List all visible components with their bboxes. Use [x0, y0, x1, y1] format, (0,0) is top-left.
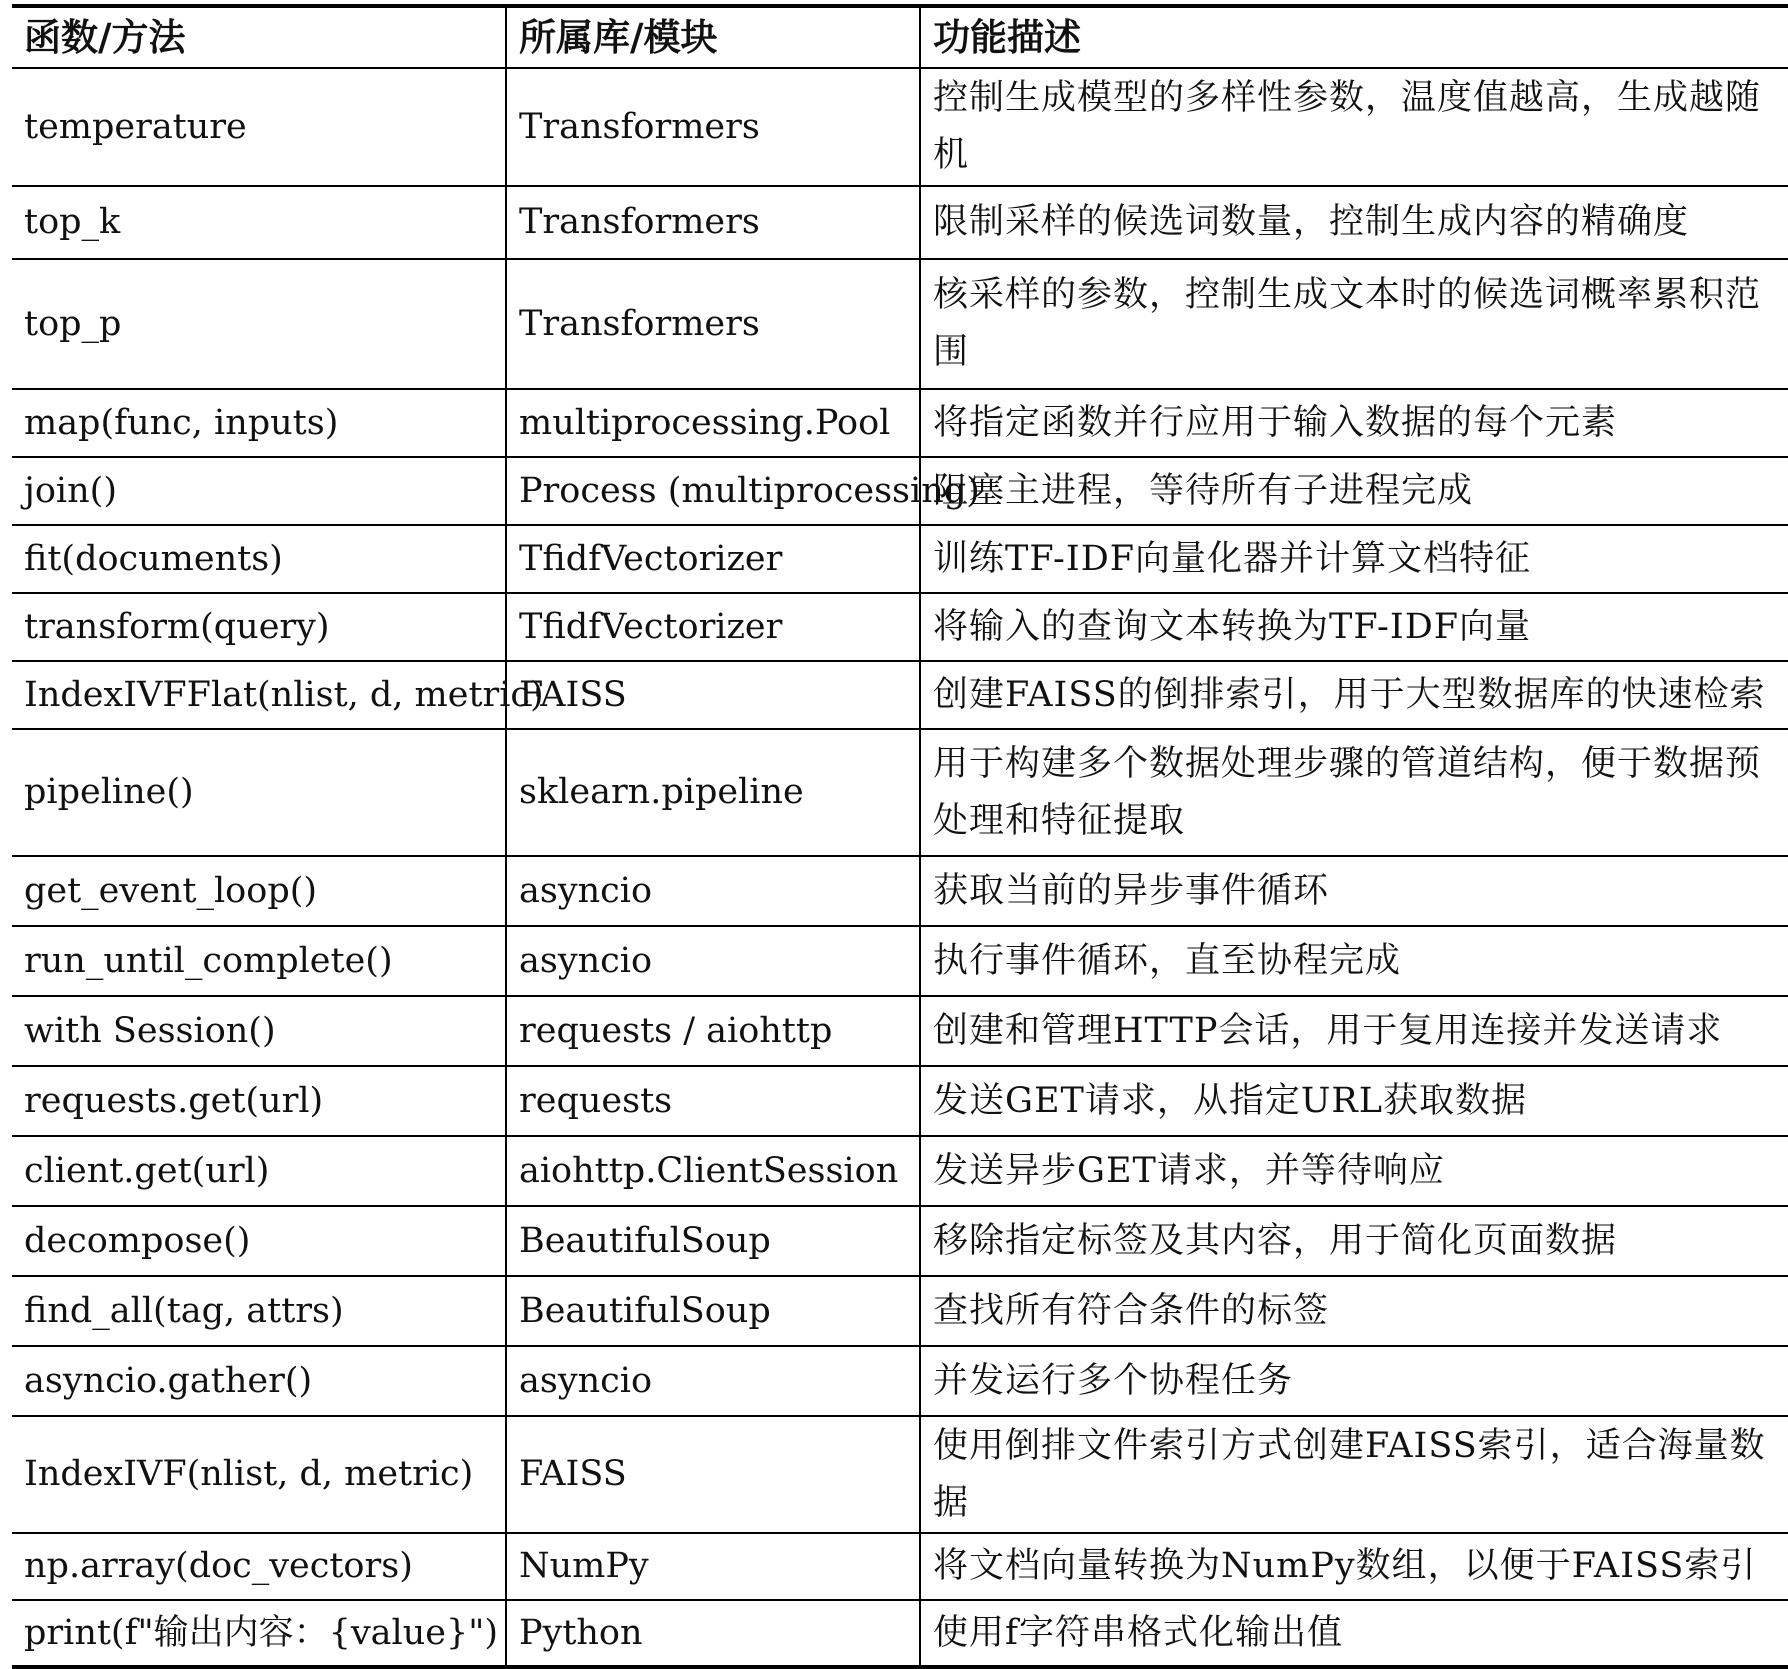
- cell-module: Transformers: [506, 186, 920, 259]
- cell-module: Transformers: [506, 259, 920, 389]
- table-row: [12, 856, 1788, 926]
- cell-description: 创建FAISS的倒排索引，用于大型数据库的快速检索: [920, 661, 1788, 729]
- table-row: [12, 661, 1788, 729]
- cell-function: temperature: [12, 68, 506, 186]
- cell-module: sklearn.pipeline: [506, 729, 920, 856]
- cell-module: asyncio: [506, 1346, 920, 1416]
- cell-function: requests.get(url): [12, 1066, 506, 1136]
- cell-module: NumPy: [506, 1533, 920, 1600]
- table-row: [12, 729, 1788, 856]
- table-row: [12, 389, 1788, 457]
- cell-module: BeautifulSoup: [506, 1276, 920, 1346]
- cell-description: 用于构建多个数据处理步骤的管道结构，便于数据预处理和特征提取: [920, 729, 1788, 856]
- cell-description: 控制生成模型的多样性参数，温度值越高，生成越随机: [920, 68, 1788, 186]
- cell-function: top_p: [12, 259, 506, 389]
- cell-function: client.get(url): [12, 1136, 506, 1206]
- cell-description: 将文档向量转换为NumPy数组，以便于FAISS索引: [920, 1533, 1788, 1600]
- cell-module: FAISS: [506, 661, 920, 729]
- header-row: [12, 6, 1788, 68]
- table-row: [12, 525, 1788, 593]
- cell-description: 使用倒排文件索引方式创建FAISS索引，适合海量数据: [920, 1416, 1788, 1533]
- cell-function: top_k: [12, 186, 506, 259]
- cell-module: FAISS: [506, 1416, 920, 1533]
- table-row: [12, 1206, 1788, 1276]
- table-body: [12, 68, 1788, 1667]
- cell-module: requests: [506, 1066, 920, 1136]
- table-row: [12, 186, 1788, 259]
- function-reference-table: [12, 4, 1788, 1669]
- cell-function: find_all(tag, attrs): [12, 1276, 506, 1346]
- table-row: [12, 1346, 1788, 1416]
- cell-function: map(func, inputs): [12, 389, 506, 457]
- cell-function: np.array(doc_vectors): [12, 1533, 506, 1600]
- cell-description: 执行事件循环，直至协程完成: [920, 926, 1788, 996]
- cell-function: asyncio.gather(): [12, 1346, 506, 1416]
- table-row: [12, 457, 1788, 525]
- table-row: [12, 996, 1788, 1066]
- cell-description: 获取当前的异步事件循环: [920, 856, 1788, 926]
- table-row: [12, 593, 1788, 661]
- cell-module: BeautifulSoup: [506, 1206, 920, 1276]
- cell-module: Python: [506, 1600, 920, 1667]
- cell-function: join(): [12, 457, 506, 525]
- cell-description: 查找所有符合条件的标签: [920, 1276, 1788, 1346]
- cell-module: asyncio: [506, 926, 920, 996]
- table-header: [12, 6, 1788, 68]
- cell-function: run_until_complete(): [12, 926, 506, 996]
- table-row: [12, 926, 1788, 996]
- cell-description: 发送GET请求，从指定URL获取数据: [920, 1066, 1788, 1136]
- header-function: 函数/方法: [12, 6, 506, 68]
- cell-function: IndexIVFFlat(nlist, d, metric): [12, 661, 506, 729]
- cell-module: asyncio: [506, 856, 920, 926]
- table-row: [12, 1136, 1788, 1206]
- cell-module: multiprocessing.Pool: [506, 389, 920, 457]
- cell-description: 使用f字符串格式化输出值: [920, 1600, 1788, 1667]
- cell-description: 核采样的参数，控制生成文本时的候选词概率累积范围: [920, 259, 1788, 389]
- table-row: [12, 1600, 1788, 1667]
- header-module: 所属库/模块: [506, 6, 920, 68]
- cell-module: Transformers: [506, 68, 920, 186]
- cell-module: Process (multiprocessing): [506, 457, 920, 525]
- cell-function: get_event_loop(): [12, 856, 506, 926]
- cell-description: 创建和管理HTTP会话，用于复用连接并发送请求: [920, 996, 1788, 1066]
- table-row: [12, 1066, 1788, 1136]
- cell-description: 限制采样的候选词数量，控制生成内容的精确度: [920, 186, 1788, 259]
- cell-module: TfidfVectorizer: [506, 525, 920, 593]
- cell-description: 并发运行多个协程任务: [920, 1346, 1788, 1416]
- cell-description: 移除指定标签及其内容，用于简化页面数据: [920, 1206, 1788, 1276]
- cell-description: 发送异步GET请求，并等待响应: [920, 1136, 1788, 1206]
- cell-function: transform(query): [12, 593, 506, 661]
- table-row: [12, 68, 1788, 186]
- cell-description: 将输入的查询文本转换为TF-IDF向量: [920, 593, 1788, 661]
- cell-description: 阻塞主进程，等待所有子进程完成: [920, 457, 1788, 525]
- cell-description: 训练TF-IDF向量化器并计算文档特征: [920, 525, 1788, 593]
- cell-function: IndexIVF(nlist, d, metric): [12, 1416, 506, 1533]
- cell-module: requests / aiohttp: [506, 996, 920, 1066]
- header-description: 功能描述: [920, 6, 1788, 68]
- table-row: [12, 1416, 1788, 1533]
- table-row: [12, 1276, 1788, 1346]
- cell-function: print(f"输出内容：{value}"): [12, 1600, 506, 1667]
- cell-module: TfidfVectorizer: [506, 593, 920, 661]
- cell-description: 将指定函数并行应用于输入数据的每个元素: [920, 389, 1788, 457]
- table-row: [12, 1533, 1788, 1600]
- cell-function: fit(documents): [12, 525, 506, 593]
- cell-function: decompose(): [12, 1206, 506, 1276]
- cell-module: aiohttp.ClientSession: [506, 1136, 920, 1206]
- cell-function: with Session(): [12, 996, 506, 1066]
- function-reference-table-wrapper: [12, 4, 1788, 1667]
- cell-function: pipeline(): [12, 729, 506, 856]
- table-row: [12, 259, 1788, 389]
